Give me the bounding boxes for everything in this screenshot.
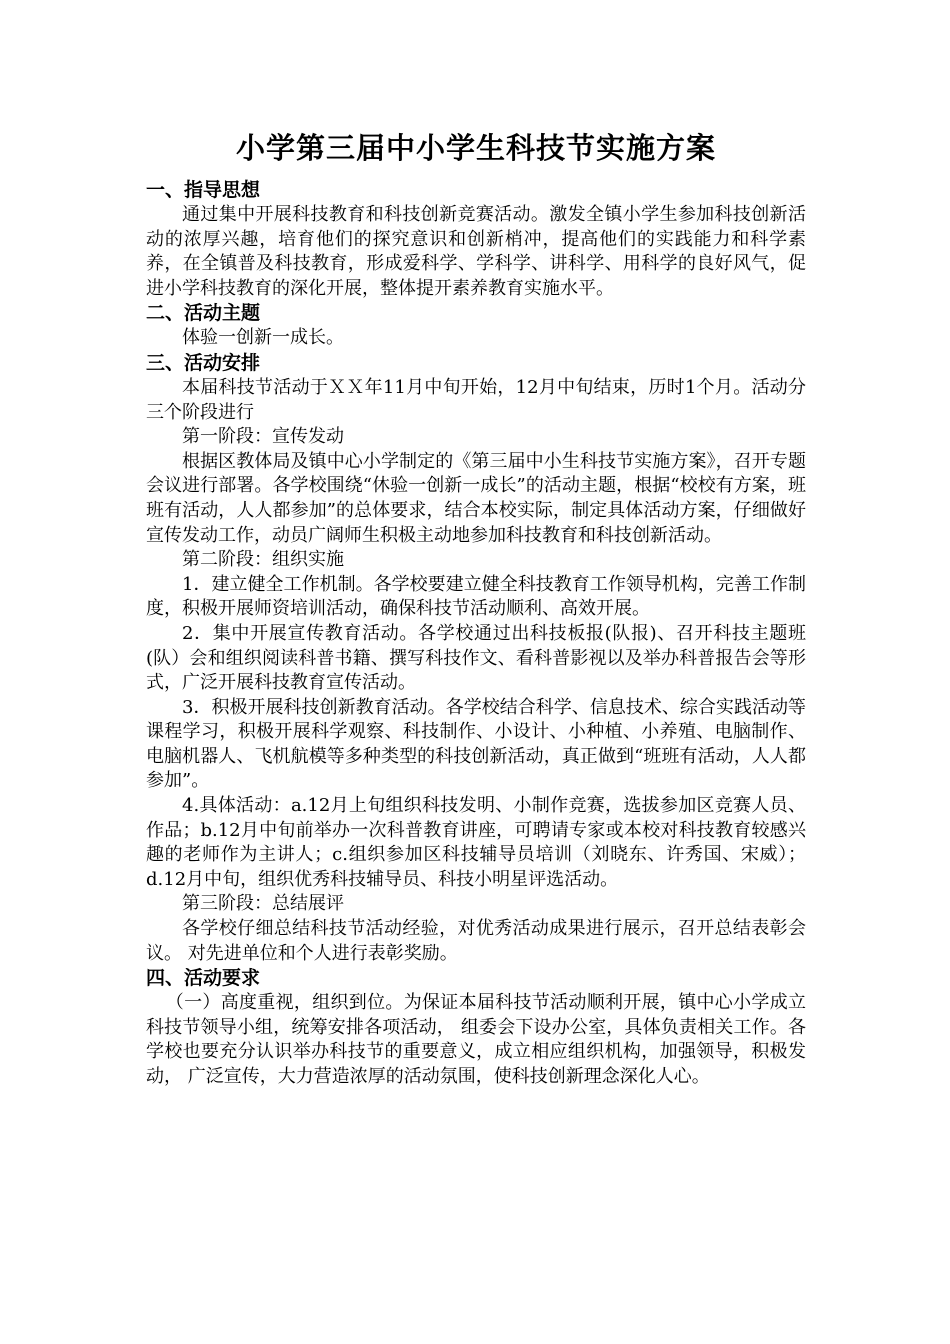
numbered-item: 4.具体活动：a.12月上旬组织科技发明、小制作竞赛，选拔参加区竞赛人员、作品；b.12月中旬前举办一次科普教育讲座，可聘请专家或本校对科技教育较感兴趣的老师作为主讲人；c.组织参加区科技辅导员培训（刘晓东、许秀国、宋威）；d.12月中旬，组织优秀科技辅导员、科技小明星评选活动。: [146, 795, 806, 890]
phase-label: 第三阶段：总结展评: [182, 893, 344, 915]
section-heading-activity-schedule: 三、活动安排: [146, 351, 261, 374]
document-page: [146, 128, 806, 1090]
paragraph: 根据区教体局及镇中心小学制定的《第三届中小生科技节实施方案》，召开专题会议进行部署。各学校围绕“休验一创新一成长”的活动主题，根据“校校有方案，班班有活动，人人都参加”的总体要求，结合本校实际，制定具体活动方案，仔细做好宣传发动工作，动员广阔师生积极主动地参加科技教育和科技创新活动。: [146, 450, 806, 546]
paragraph: 本届科技节活动于ＸＸ年11月中旬开始，12月中旬结束，历时1个月。活动分三个阶段进行: [146, 376, 806, 423]
numbered-item: 3．积极开展科技创新教育活动。各学校结合科学、信息技术、综合实践活动等课程学习，积极开展科学观察、科技制作、小设计、小种植、小养殖、电脑制作、电脑机器人、飞机航模等多种类型的科技创新活动，真正做到“班班有活动，人人都参加”。: [146, 696, 806, 792]
section-heading-activity-theme: 二、活动主题: [146, 302, 261, 325]
document-title: 小学第三届中小学生科技节实施方案: [235, 131, 716, 165]
phase-label: 第一阶段：宣传发动: [182, 426, 344, 448]
section-heading-activity-requirements: 四、活动要求: [146, 967, 261, 990]
paragraph: 通过集中开展科技教育和科技创新竞赛活动。激发全镇小学生参加科技创新活动的浓厚兴趣，培育他们的探究意识和创新梢冲，提高他们的实践能力和科学素养，在全镇普及科技教育，形成爱科学、学科学、讲科学、用科学的良好风气，促进小学科技教育的深化开展，整体提开素养教育实施水平。: [146, 204, 806, 299]
paragraph: 各学校仔细总结科技节活动经验，对优秀活动成果进行展示，召开总结表彰会议。 对先进单位和个人进行表彰奖励。: [146, 918, 806, 964]
paragraph: 体验一创新一成长。: [182, 327, 344, 349]
numbered-item: 2．集中开展宣传教育活动。各学校通过出科技板报(队报)、召开科技主题班(队）会和组织阅读科普书籍、撰写科技作文、看科普影视以及举办科普报告会等形式，广泛开展科技教育宣传活动。: [146, 622, 806, 694]
numbered-item: 1．建立健全工作机制。各学校要建立健全科技教育工作领导机构，完善工作制度，积极开展师资培训活动，确保科技节活动顺利、高效开展。: [146, 573, 806, 620]
section-heading-guiding-ideology: 一、指导思想: [146, 179, 261, 201]
paragraph: （一）高度重视，组织到位。为保证本届科技节活动顺利开展，镇中心小学成立科技节领导小组，统筹安排各项活动， 组委会下设办公室，具体负责相关工作。各学校也要充分认识举办科技节的重要意义，成立相应组织机构，加强领导，积极发动， 广泛宣传，大力营造浓厚的活动氛围，使科技创新理念深化人心。: [146, 992, 806, 1087]
phase-label: 第二阶段：组织实施: [182, 549, 344, 571]
